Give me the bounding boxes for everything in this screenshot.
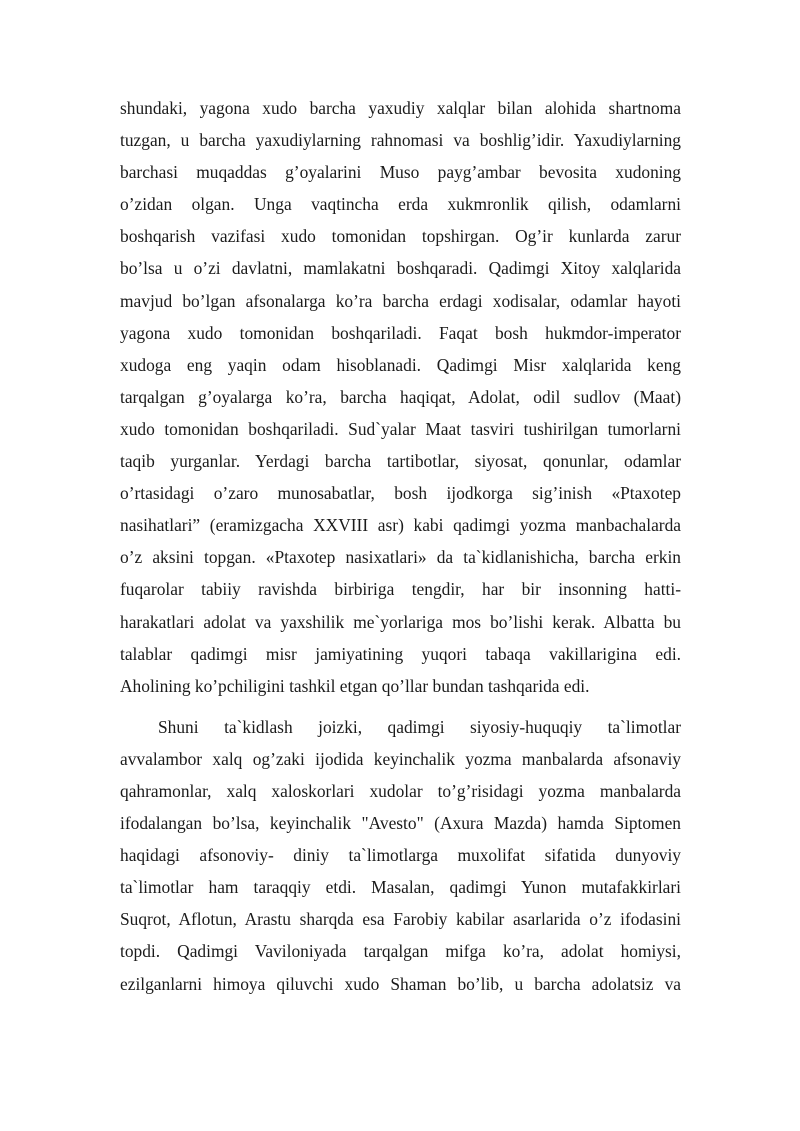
paragraph xyxy=(120,92,681,702)
text-line: avvalambor xalq og’zaki ijodida keyinchalik yozma manbalarda afsonaviy xyxy=(120,748,681,769)
text-line: ifodalangan bo’lsa, keyinchalik "Avesto" (Axura Mazda) hamda Siptomen xyxy=(120,813,681,834)
text-line: tuzgan, u barcha yaxudiylarning rahnomasi va boshlig’idir. Yaxudiylarning xyxy=(120,130,681,151)
body-text xyxy=(120,92,681,1000)
text-line: ezilganlarni himoya qiluvchi xudo Shaman bo’lib, u barcha adolatsiz va xyxy=(120,973,681,994)
text-line: xudo tomonidan boshqariladi. Sud`yalar Maat tasviri tushirilgan tumorlarni xyxy=(120,418,681,439)
text-line: haqidagi afsonoviy- diniy ta`limotlarga muxolifat sifatida dunyoviy xyxy=(120,845,681,866)
text-line: boshqarish vazifasi xudo tomonidan topshirgan. Og’ir kunlarda zarur xyxy=(120,226,681,247)
text-line: xudoga eng yaqin odam hisoblanadi. Qadimgi Misr xalqlarida keng xyxy=(120,354,681,375)
text-line: ta`limotlar ham taraqqiy etdi. Masalan, qadimgi Yunon mutafakkirlari xyxy=(120,877,681,898)
text-line: Shuni ta`kidlash joizki, qadimgi siyosiy-huquqiy ta`limotlar xyxy=(158,716,681,737)
text-line: o’zidan olgan. Unga vaqtincha erda xukmronlik qilish, odamlarni xyxy=(120,194,681,215)
text-line: barchasi muqaddas g’oyalarini Muso payg’ambar bevosita xudoning xyxy=(120,162,681,183)
paragraph xyxy=(120,711,681,1000)
text-line: o’rtasidagi o’zaro munosabatlar, bosh ijodkorga sig’inish «Ptaxotep xyxy=(120,483,681,504)
text-line: mavjud bo’lgan afsonalarga ko’ra barcha erdagi xodisalar, odamlar hayoti xyxy=(120,290,681,311)
text-line: tarqalgan g’oyalarga ko’ra, barcha haqiqat, Adolat, odil sudlov (Maat) xyxy=(120,386,681,407)
text-line: talablar qadimgi misr jamiyatining yuqori tabaqa vakillarigina edi. xyxy=(120,643,681,664)
text-line: o’z aksini topgan. «Ptaxotep nasixatlari» da ta`kidlanishicha, barcha erkin xyxy=(120,547,681,568)
text-line: Aholining ko’pchiligini tashkil etgan qo’llar bundan tashqarida edi. xyxy=(120,675,590,696)
text-line: harakatlari adolat va yaxshilik me`yorlariga mos bo’lishi kerak. Albatta bu xyxy=(120,611,681,632)
text-line: taqib yurganlar. Yerdagi barcha tartibotlar, siyosat, qonunlar, odamlar xyxy=(120,451,681,472)
text-line: bo’lsa u o’zi davlatni, mamlakatni boshqaradi. Qadimgi Xitoy xalqlarida xyxy=(120,258,681,279)
text-line: Suqrot, Aflotun, Arastu sharqda esa Farobiy kabilar asarlarida o’z ifodasini xyxy=(120,909,681,930)
text-line: fuqarolar tabiiy ravishda birbiriga tengdir, har bir insonning hatti- xyxy=(120,579,681,600)
text-line: nasihatlari” (eramizgacha XXVIII asr) kabi qadimgi yozma manbachalarda xyxy=(120,515,681,536)
text-line: yagona xudo tomonidan boshqariladi. Faqat bosh hukmdor-imperator xyxy=(120,322,681,343)
text-line: qahramonlar, xalq xaloskorlari xudolar to’g’risidagi yozma manbalarda xyxy=(120,780,681,801)
text-line: topdi. Qadimgi Vaviloniyada tarqalgan mifga ko’ra, adolat homiysi, xyxy=(120,941,681,962)
text-line: shundaki, yagona xudo barcha yaxudiy xalqlar bilan alohida shartnoma xyxy=(120,98,681,118)
